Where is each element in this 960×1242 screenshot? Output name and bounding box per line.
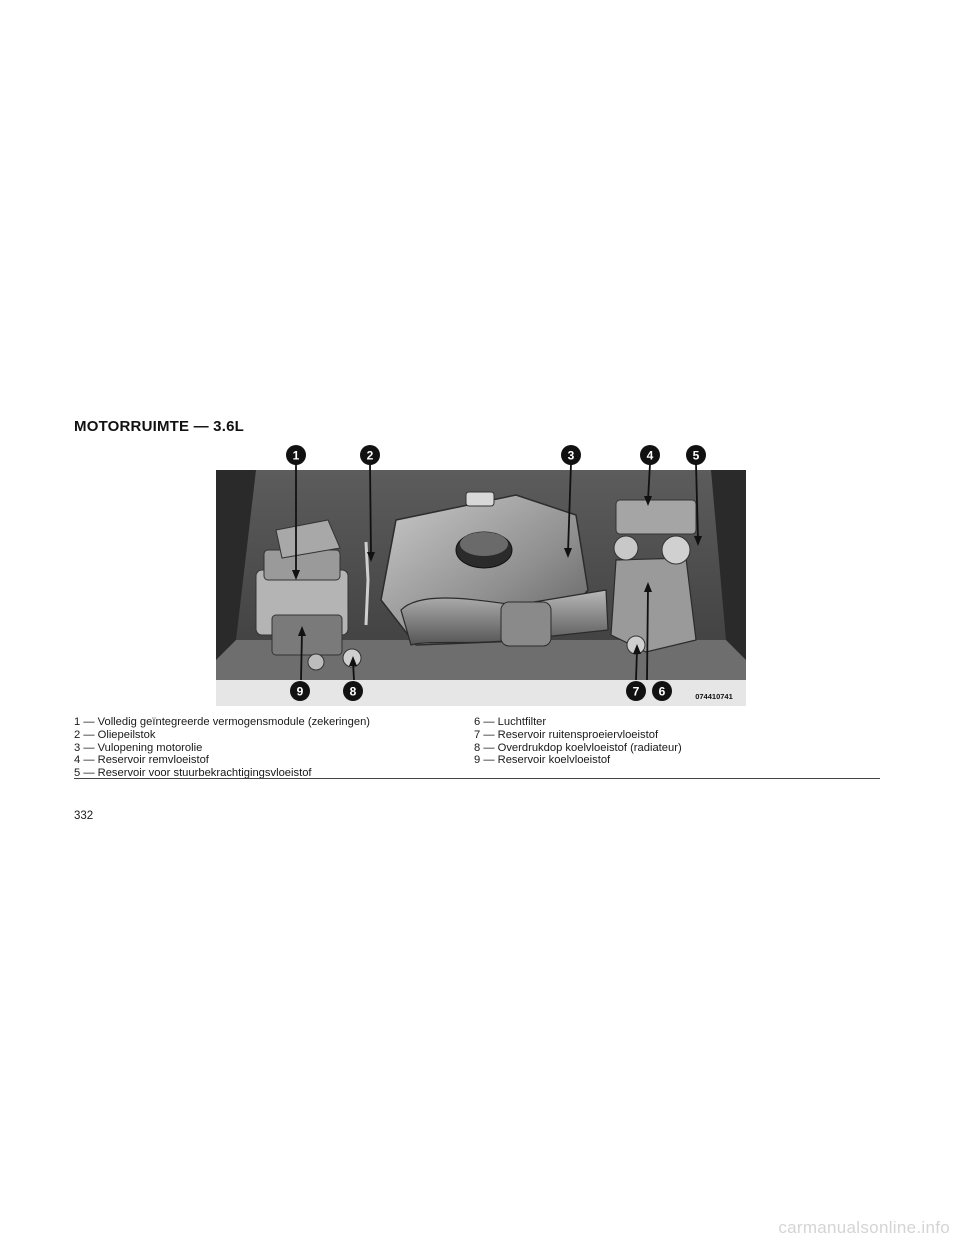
legend-item-1: 1 — Volledig geïntegreerde vermogensmodule (zekeringen): [74, 716, 371, 728]
svg-text:8: 8: [349, 684, 357, 699]
coolant-reservoir-shape: [272, 615, 342, 655]
svg-text:2: 2: [366, 448, 374, 463]
svg-text:4: 4: [646, 448, 654, 463]
callout-6: [652, 681, 672, 701]
legend-item-7: 7 — Reservoir ruitensproeiervloeistof: [474, 728, 659, 741]
svg-text:1: 1: [292, 448, 300, 463]
figure-code: 074410741: [695, 692, 733, 701]
callout-1: [286, 445, 306, 465]
callout-3: [561, 445, 581, 465]
callout-2: [360, 445, 380, 465]
legend-item-5: 5 — Reservoir voor stuurbekrachtigingsvloeistof: [74, 767, 312, 780]
page-number: 332: [74, 810, 94, 822]
legend-item-8: 8 — Overdrukdop koelvloeistof (radiateur): [474, 741, 682, 754]
legend-item-3: 3 — Vulopening motorolie: [74, 741, 203, 754]
callout-7: [626, 681, 646, 701]
callout-5: [686, 445, 706, 465]
svg-text:9: 9: [296, 684, 304, 699]
legend-item-9: 9 — Reservoir koelvloeistof: [474, 754, 611, 767]
svg-text:5: 5: [692, 448, 700, 463]
callout-9: [290, 681, 310, 701]
legend-column-left: [74, 716, 370, 780]
legend-item-2: 2 — Oliepeilstok: [74, 728, 156, 741]
svg-text:6: 6: [658, 684, 666, 699]
engine-compartment-figure: [216, 440, 746, 706]
legend-item-6: 6 — Luchtfilter: [474, 716, 547, 728]
legend-item-4: 4 — Reservoir remvloeistof: [74, 754, 209, 767]
svg-text:7: 7: [632, 684, 640, 699]
watermark: carmanualsonline.info: [778, 1218, 950, 1237]
engine-compartment-illustration: [216, 440, 746, 706]
svg-text:3: 3: [567, 448, 575, 463]
legend-column-right: [474, 716, 682, 767]
section-title: MOTORRUIMTE — 3.6L: [74, 418, 244, 435]
divider-rule: [74, 778, 880, 779]
callout-4: [640, 445, 660, 465]
callout-8: [343, 681, 363, 701]
air-filter-shape: [611, 558, 696, 652]
